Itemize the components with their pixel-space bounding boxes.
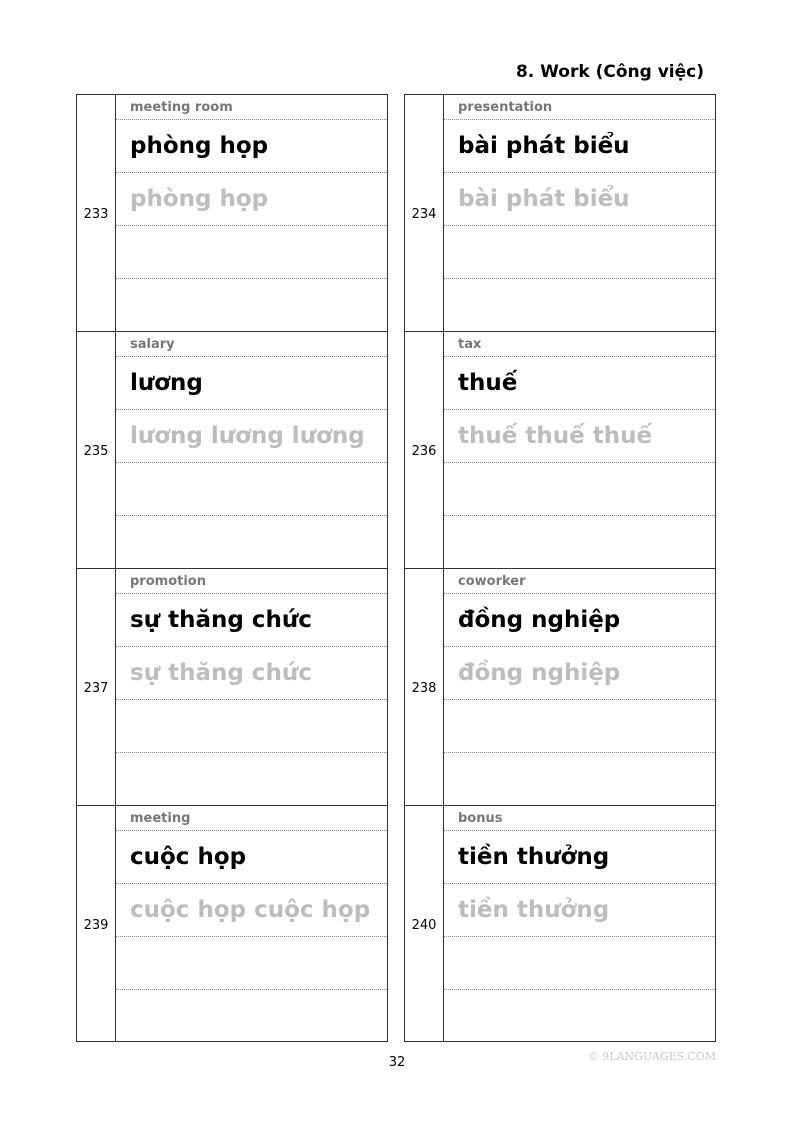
- card-number-cell: [77, 95, 116, 331]
- card-number-cell: [77, 806, 116, 1041]
- trace-word: tiền thưởng: [444, 884, 715, 937]
- vietnamese-word: thuế: [444, 357, 715, 410]
- vocab-card: [76, 94, 388, 331]
- card-number-cell: [405, 332, 444, 568]
- vocab-card: [76, 331, 388, 568]
- english-word: salary: [116, 332, 387, 357]
- practice-line[interactable]: [444, 753, 715, 805]
- english-word: meeting: [116, 806, 387, 831]
- vocab-card: [404, 331, 716, 568]
- english-word: presentation: [444, 95, 715, 120]
- practice-line[interactable]: [444, 700, 715, 753]
- practice-line[interactable]: [444, 937, 715, 990]
- vocab-card: [404, 805, 716, 1042]
- card-number: 235: [83, 444, 109, 459]
- vocab-card: [404, 568, 716, 805]
- card-number: 234: [411, 207, 437, 222]
- trace-word: bài phát biểu: [444, 173, 715, 226]
- practice-line[interactable]: [444, 990, 715, 1042]
- english-word: bonus: [444, 806, 715, 831]
- trace-word: đồng nghiệp: [444, 647, 715, 700]
- vocab-card: [404, 94, 716, 331]
- card-number-cell: [77, 569, 116, 805]
- practice-line[interactable]: [116, 753, 387, 805]
- vietnamese-word: tiền thưởng: [444, 831, 715, 884]
- trace-word: lương lương lương: [116, 410, 387, 463]
- card-body: [444, 332, 715, 568]
- trace-word: sự thăng chức: [116, 647, 387, 700]
- practice-line[interactable]: [116, 700, 387, 753]
- vietnamese-word: bài phát biểu: [444, 120, 715, 173]
- card-body: [116, 332, 387, 568]
- vietnamese-word: lương: [116, 357, 387, 410]
- english-word: promotion: [116, 569, 387, 594]
- english-word: tax: [444, 332, 715, 357]
- card-number: 236: [411, 444, 437, 459]
- card-body: [116, 806, 387, 1041]
- vietnamese-word: sự thăng chức: [116, 594, 387, 647]
- vocab-card: [76, 805, 388, 1042]
- practice-line[interactable]: [444, 516, 715, 568]
- card-number: 237: [83, 681, 109, 696]
- card-body: [116, 95, 387, 331]
- trace-word: cuộc họp cuộc họp: [116, 884, 387, 937]
- practice-line[interactable]: [116, 463, 387, 516]
- card-body: [116, 569, 387, 805]
- practice-line[interactable]: [444, 463, 715, 516]
- left-column: [76, 94, 388, 1042]
- card-body: [444, 569, 715, 805]
- trace-word: thuế thuế thuế: [444, 410, 715, 463]
- right-column: [404, 94, 716, 1042]
- card-body: [444, 95, 715, 331]
- card-number: 239: [83, 918, 109, 933]
- copyright-notice: © 9LANGUAGES.COM: [587, 1050, 716, 1063]
- card-number: 238: [411, 681, 437, 696]
- practice-line[interactable]: [444, 226, 715, 279]
- vietnamese-word: cuộc họp: [116, 831, 387, 884]
- practice-line[interactable]: [444, 279, 715, 331]
- vietnamese-word: đồng nghiệp: [444, 594, 715, 647]
- page-title: 8. Work (Công việc): [515, 62, 704, 82]
- card-number-cell: [405, 806, 444, 1041]
- vocab-card: [76, 568, 388, 805]
- practice-line[interactable]: [116, 279, 387, 331]
- card-number-cell: [405, 569, 444, 805]
- practice-line[interactable]: [116, 990, 387, 1042]
- practice-line[interactable]: [116, 516, 387, 568]
- card-number: 233: [83, 207, 109, 222]
- english-word: coworker: [444, 569, 715, 594]
- practice-line[interactable]: [116, 937, 387, 990]
- english-word: meeting room: [116, 95, 387, 120]
- card-number-cell: [405, 95, 444, 331]
- card-number: 240: [411, 918, 437, 933]
- card-body: [444, 806, 715, 1041]
- vietnamese-word: phòng họp: [116, 120, 387, 173]
- practice-line[interactable]: [116, 226, 387, 279]
- page-number: 32: [388, 1055, 406, 1070]
- trace-word: phòng họp: [116, 173, 387, 226]
- card-number-cell: [77, 332, 116, 568]
